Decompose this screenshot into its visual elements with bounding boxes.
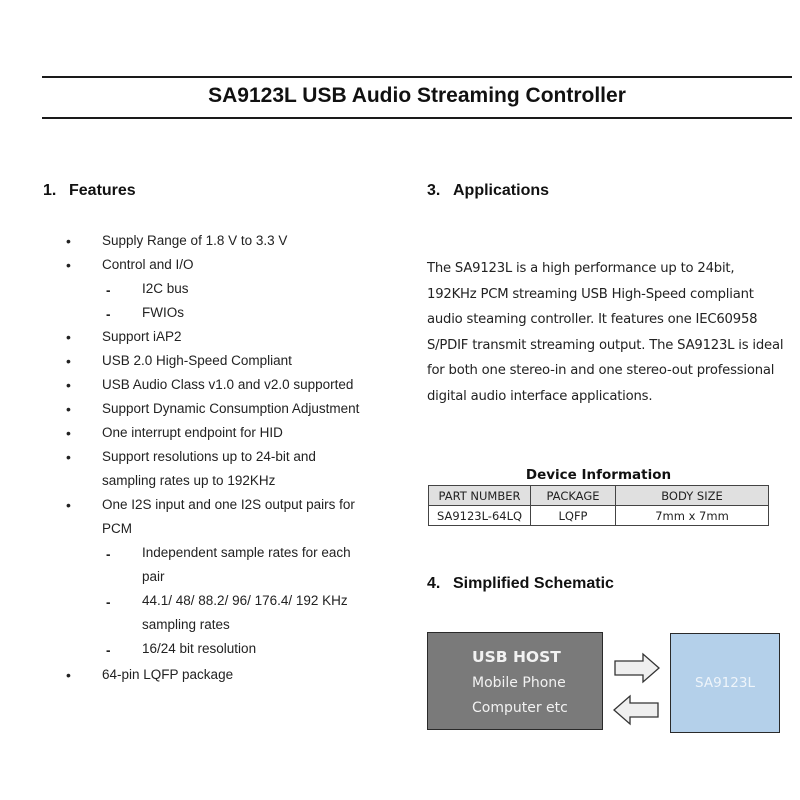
feature-item: • USB Audio Class v1.0 and v2.0 supported (62, 373, 402, 397)
feature-subitem: - I2C bus (62, 277, 402, 301)
usb-host-line1: Mobile Phone (472, 675, 566, 691)
bullet-icon: • (66, 425, 71, 441)
bullet-icon: • (66, 353, 71, 369)
feature-item: • Support iAP2 (62, 325, 402, 349)
dash-icon: - (106, 307, 111, 322)
feature-item: • Support Dynamic Consumption Adjustment (62, 397, 402, 421)
dash-icon: - (106, 643, 111, 658)
column-header-package: PACKAGE (531, 486, 616, 506)
usb-host-line2: Computer etc (472, 700, 568, 716)
feature-subitem: - 16/24 bit resolution (62, 637, 402, 661)
cell-package: LQFP (531, 506, 616, 526)
feature-item: • One interrupt endpoint for HID (62, 421, 402, 445)
chip-label: SA9123L (695, 675, 755, 691)
feature-subitem: - 44.1/ 48/ 88.2/ 96/ 176.4/ 192 KHz sampling rates (106, 593, 348, 632)
features-list (62, 229, 402, 687)
feature-item: • One I2S input and one I2S output pairs for PCM (62, 493, 382, 541)
applications-number: 3. (427, 182, 441, 199)
applications-heading (427, 182, 549, 200)
column-header-body-size: BODY SIZE (616, 486, 769, 506)
dash-icon: - (106, 547, 111, 562)
column-header-part-number: PART NUMBER (429, 486, 531, 506)
bullet-icon: • (66, 257, 71, 273)
table-header-row (429, 486, 769, 506)
top-rule (42, 76, 792, 78)
features-heading-text: Features (69, 182, 136, 199)
device-info-table (428, 485, 769, 526)
arrow-right-icon (613, 652, 661, 684)
document-title: SA9123L USB Audio Streaming Controller (208, 84, 626, 107)
schematic-heading (427, 575, 614, 593)
bullet-icon: • (66, 401, 71, 417)
sa9123l-chip-block (670, 633, 780, 733)
bullet-icon: • (66, 329, 71, 345)
schematic-heading-text: Simplified Schematic (453, 575, 614, 592)
feature-item: • USB 2.0 High-Speed Compliant (62, 349, 402, 373)
feature-item: • 64-pin LQFP package (62, 663, 402, 687)
device-info-caption: Device Information (525, 467, 672, 483)
title-bottom-rule (42, 117, 792, 119)
cell-body-size: 7mm x 7mm (616, 506, 769, 526)
feature-subitem: - FWIOs (62, 301, 402, 325)
usb-host-title: USB HOST (472, 648, 561, 666)
usb-host-block (427, 632, 603, 730)
applications-heading-text: Applications (453, 182, 550, 199)
bullet-icon: • (66, 233, 71, 249)
bullet-icon: • (66, 667, 71, 683)
features-number: 1. (43, 182, 57, 199)
arrow-left-icon (612, 694, 660, 726)
bullet-icon: • (66, 497, 71, 513)
dash-icon: - (106, 283, 111, 298)
dash-icon: - (106, 595, 111, 610)
features-heading (43, 182, 136, 200)
feature-item: • Control and I/O (62, 253, 402, 277)
cell-part-number: SA9123L-64LQ (429, 506, 531, 526)
feature-subitem: - Independent sample rates for each pair (106, 545, 351, 584)
bullet-icon: • (66, 377, 71, 393)
feature-item: • Supply Range of 1.8 V to 3.3 V (62, 229, 402, 253)
table-row (429, 506, 769, 526)
bullet-icon: • (66, 449, 71, 465)
feature-item: • Support resolutions up to 24-bit and sampling rates up to 192KHz (62, 445, 332, 493)
applications-paragraph: The SA9123L is a high performance up to 24bit, 192KHz PCM streaming USB High-Speed compliant audio steaming controller. It features one IEC60958 S/PDIF transmit streaming output. The SA9123L is ideal for both one stereo-in and one stereo-out professional digital audio interface applications. (427, 261, 784, 404)
schematic-number: 4. (427, 575, 441, 592)
